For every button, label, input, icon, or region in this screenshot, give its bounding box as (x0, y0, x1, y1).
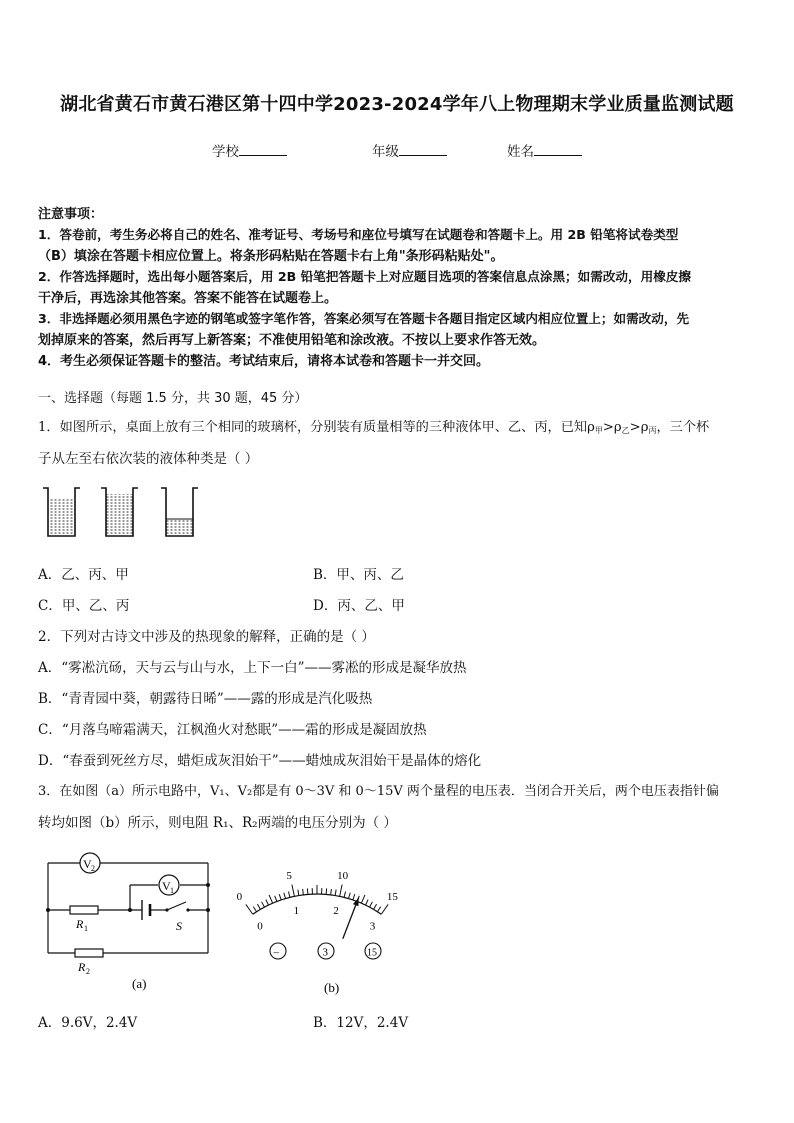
resistor-r2 (75, 949, 103, 957)
q1-option-b: B．甲、丙、乙 (313, 567, 404, 583)
gt-symbol: > (602, 420, 614, 435)
school-label: 学校 (212, 144, 239, 160)
note-line: 3．非选择题必须用黑色字迹的钢笔或签字笔作答，答案必须写在答题卡各题目指定区域内相应位置上；如需改动，先 (38, 311, 690, 326)
r1-label: R (76, 917, 84, 931)
dial-tick (377, 907, 380, 912)
dial-tick (348, 893, 350, 899)
terminal-negative (270, 943, 286, 959)
needle-arrowhead (353, 898, 359, 907)
q2-option-b: B．“青青园中葵，朝露待日晞”——露的形成是汽化吸热 (38, 691, 373, 707)
q1-option-d: D．丙、乙、甲 (313, 598, 405, 614)
terminal-label: 3 (322, 946, 328, 959)
r2-label: R (78, 960, 86, 974)
q2-option-a: A．“雾凇沆砀，天与云与山与水，上下一白”——雾凇的形成是凝华放热 (38, 660, 467, 676)
notes-heading: 注意事项： (38, 207, 104, 222)
dial-tick (344, 892, 345, 898)
dial-tick (366, 900, 369, 905)
dial-tick (292, 885, 294, 897)
beaker-left (43, 488, 80, 536)
rho-symbol: ρ (587, 420, 595, 435)
dial-tick (288, 892, 289, 898)
dial-arc (253, 894, 381, 914)
figure-a-caption: (a) (132, 976, 147, 991)
q2-option-d: D．“春蚕到死丝方尽，蜡炬成灰泪始干”——蜡烛成灰泪始干是晶体的熔化 (38, 753, 482, 769)
section-heading: 一、选择题（每题 1.5 分，共 30 题，45 分） (38, 391, 308, 406)
q1-option-a: A．乙、丙、甲 (38, 567, 129, 583)
r1-sub: 1 (84, 924, 88, 933)
r2-sub: 2 (86, 967, 90, 976)
v1-sub: 1 (170, 886, 174, 895)
dial-tick (269, 895, 273, 903)
dial-tick (298, 890, 299, 896)
dial-inner-label: 3 (369, 920, 376, 933)
voltmeter-v2 (80, 853, 100, 873)
rho-sub: 丙 (648, 426, 657, 435)
dial-tick (370, 902, 373, 907)
dial-tick (374, 904, 377, 909)
school-blank (239, 143, 287, 156)
figure-b-caption: (b) (324, 980, 340, 995)
beaker-middle (101, 488, 138, 536)
name-blank (534, 143, 582, 156)
note-line: （B）填涂在答题卡相应位置上。将条形码粘贴在答题卡右上角"条形码粘贴处"。 (38, 249, 504, 264)
school-field (212, 140, 287, 160)
dial-inner-label: 2 (333, 905, 339, 918)
note-line: 1．答卷前，考生务必将自己的姓名、准考证号、考场号和座位号填写在试题卷和答题卡上。用 2B 铅笔将试卷类型 (38, 227, 679, 242)
dial-tick (257, 904, 260, 909)
beakers-figure (38, 484, 208, 546)
circuit-figure-a (38, 848, 223, 998)
dial-outer-label: 5 (286, 869, 292, 882)
terminal-label: 15 (367, 947, 377, 959)
meter-figure-b (222, 844, 432, 996)
grade-label: 年级 (372, 144, 399, 160)
v2-sub: 2 (91, 864, 95, 873)
terminal-15v (365, 943, 381, 959)
grade-field (372, 140, 447, 160)
page-title: 湖北省黄石市黄石港区第十四中学2023-2024学年八上物理期末学业质量监测试题 (60, 94, 734, 115)
note-line: 划掉原来的答案，然后再写上新答案；不准使用铅笔和涂改液。不按以上要求作答无效。 (38, 333, 546, 348)
q1-text: 1．如图所示，桌面上放有三个相同的玻璃杯，分别装有质量相等的三种液体甲、乙、丙，已知 (38, 420, 588, 435)
dial-outer-label: 0 (236, 891, 243, 904)
q3-stem-line1: 3．在如图（a）所示电路中，V₁、V₂都是有 0～3V 和 0～15V 两个量程的电压表．当闭合开关后，两个电压表指针偏 (38, 784, 719, 799)
voltmeter-v1 (159, 875, 179, 895)
rho-symbol: ρ (640, 420, 649, 435)
dial-tick (335, 890, 336, 896)
note-line: 4．考生必须保证答题卡的整洁。考试结束后，请将本试卷和答题卡一并交回。 (38, 354, 490, 369)
q3-stem-line2: 转均如图（b）所示，则电阻 R₁、R₂两端的电压分别为（ ） (38, 815, 397, 831)
dial-tick (353, 894, 355, 900)
dial-tick (246, 904, 253, 914)
beaker-right (161, 488, 198, 536)
dial-tick (381, 904, 388, 914)
note-line: 干净后，再选涂其他答案。答案不能答在试题卷上。 (38, 291, 338, 306)
q1-stem-line1 (38, 416, 709, 436)
dial-outer-label: 10 (337, 869, 349, 882)
terminal-3v (318, 943, 334, 959)
q3-option-b: B．12V，2.4V (313, 1015, 409, 1031)
dial-tick (340, 885, 342, 897)
dial-tick (331, 889, 332, 895)
switch (165, 902, 189, 933)
dial-inner-label: 0 (257, 920, 263, 933)
dial-tick (266, 900, 269, 905)
dial-inner-label: 1 (293, 905, 300, 918)
meter-scale (237, 870, 399, 939)
terminal-label: – (273, 946, 279, 959)
q2-stem: 2．下列对古诗文中涉及的热现象的解释，正确的是（ ） (38, 629, 375, 645)
note-line: 2．作答选择题时，选出每小题答案后，用 2B 铅笔把答题卡上对应题目选项的答案信息点涂黑；如需改动，用橡皮擦 (38, 269, 691, 284)
resistor-r1 (70, 906, 98, 914)
rho-sub: 乙 (621, 426, 630, 435)
q3-option-a: A．9.6V，2.4V (38, 1015, 138, 1031)
dial-tick (361, 895, 365, 903)
battery (142, 900, 150, 920)
v2-label: V (83, 857, 92, 871)
q1-text: ，三个杯 (656, 420, 710, 435)
gt-symbol: > (629, 420, 641, 435)
dial-tick (262, 902, 265, 907)
dial-tick (253, 907, 256, 912)
dial-tick (275, 896, 277, 902)
dial-tick (279, 894, 281, 900)
switch-label: S (176, 919, 182, 933)
q1-stem-line2: 子从左至右依次装的液体种类是（ ） (38, 451, 259, 467)
rho-sub: 甲 (594, 426, 603, 435)
dial-tick (284, 893, 286, 899)
name-label: 姓名 (507, 144, 534, 160)
rho-symbol: ρ (613, 420, 622, 435)
name-field (507, 140, 582, 160)
v1-label: V (162, 879, 171, 893)
grade-blank (399, 143, 447, 156)
q2-option-c: C．“月落乌啼霜满天，江枫渔火对愁眠”——霜的形成是凝固放热 (38, 722, 427, 738)
dial-tick (303, 889, 304, 895)
dial-outer-label: 15 (386, 891, 398, 904)
q1-option-c: C．甲、乙、丙 (38, 598, 130, 614)
